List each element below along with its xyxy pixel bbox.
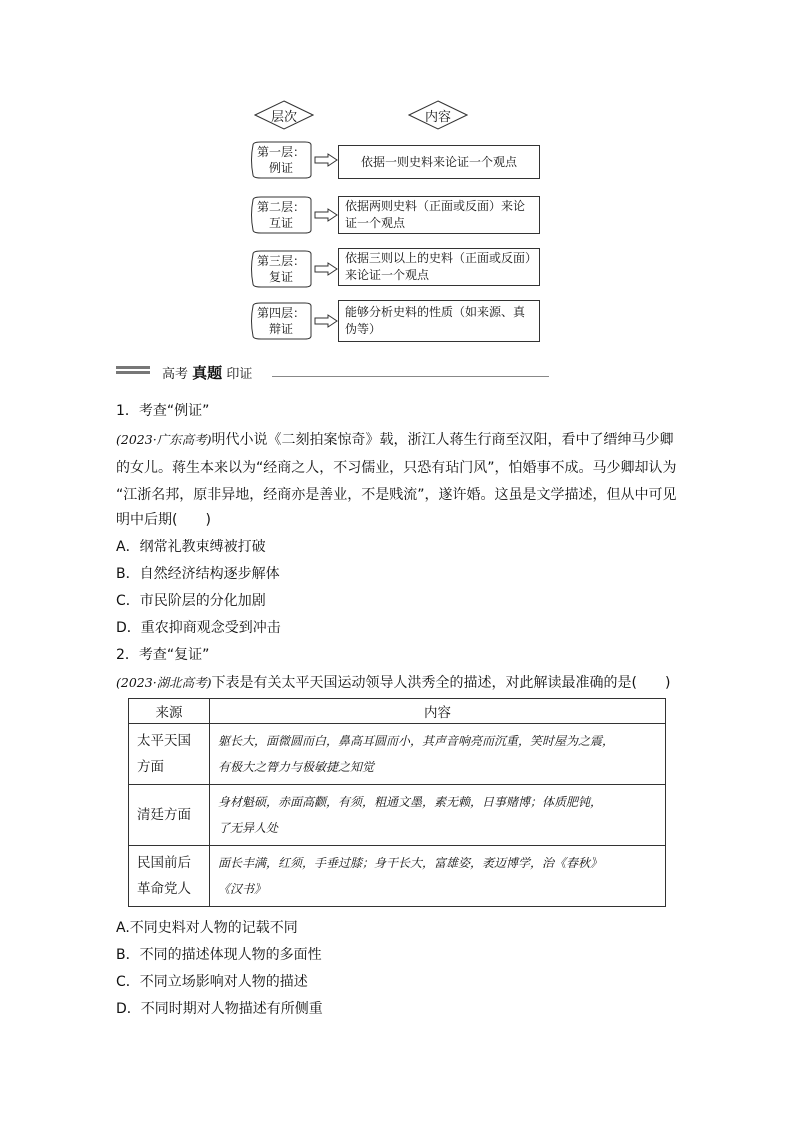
q1-stem-line3: “江浙名邦，原非异地，经商亦是善业，不是贱流”，遂许婚。这虽是文学描述，但从中可见 bbox=[116, 487, 677, 503]
row3-source-line1: 民国前后 bbox=[137, 855, 191, 871]
level-3-line2: 复证 bbox=[268, 270, 293, 284]
level-row-2 bbox=[249, 196, 315, 234]
q2-option-d[interactable]: D．不同时期对人物描述有所侧重 bbox=[116, 1001, 323, 1017]
arrow-right-icon bbox=[314, 262, 338, 276]
row3-source-line2: 革命党人 bbox=[137, 881, 191, 897]
q1-title: 1．考查“例证” bbox=[116, 403, 210, 419]
section-heading bbox=[116, 362, 436, 380]
row1-content-line1: 躯长大，面微圆而白，鼻高耳圆而小，其声音响亮而沉重，笑时屋为之震， bbox=[218, 734, 615, 748]
table-row bbox=[129, 785, 666, 846]
table-source-cell bbox=[129, 724, 210, 785]
heading-bars-icon bbox=[116, 366, 150, 376]
q2-stem bbox=[116, 673, 670, 693]
level-2-line2: 互证 bbox=[268, 216, 293, 230]
row1-source-line2: 方面 bbox=[137, 759, 164, 775]
table-row bbox=[129, 846, 666, 907]
content-box-3 bbox=[338, 248, 540, 286]
q1-stem-line1 bbox=[116, 430, 674, 450]
level-row-4 bbox=[249, 302, 315, 340]
q2-title: 2．考查“复证” bbox=[116, 647, 210, 663]
header-content-label: 内容 bbox=[424, 110, 451, 125]
q2-option-b[interactable]: B．不同的描述体现人物的多面性 bbox=[116, 947, 322, 963]
table-header-source: 来源 bbox=[129, 699, 210, 724]
table-content-cell bbox=[210, 785, 666, 846]
arrow-right-icon bbox=[314, 153, 338, 167]
arrow-right-icon bbox=[314, 314, 338, 328]
header-content-diamond bbox=[408, 100, 468, 130]
q1-option-c[interactable]: C．市民阶层的分化加剧 bbox=[116, 593, 266, 609]
content-3-text: 依据三则以上的史料（正面或反面）来论证一个观点 bbox=[345, 251, 532, 282]
content-box-1 bbox=[338, 145, 540, 179]
level-4-line1: 第四层： bbox=[256, 306, 305, 320]
row1-content-line2: 有极大之膂力与极敏捷之知觉 bbox=[218, 760, 375, 774]
q2-stem-text: 下表是有关太平天国运动领导人洪秀全的描述，对此解读最准确的是( ) bbox=[211, 675, 671, 691]
content-4-text: 能够分析史料的性质（如来源、真伪等） bbox=[345, 305, 526, 336]
q1-stem-line4: 明中后期( ) bbox=[116, 512, 211, 528]
row2-content-line1: 身材魁硕，赤面高颧，有须，粗通文墨，素无赖，日事赌博；体质肥钝， bbox=[218, 795, 603, 809]
q1-line1-text: 明代小说《二刻拍案惊奇》载，浙江人蒋生行商至汉阳，看中了缙绅马少卿 bbox=[211, 432, 674, 448]
header-level-label: 层次 bbox=[270, 110, 297, 125]
content-2-text: 依据两则史料（正面或反面）来论证一个观点 bbox=[345, 199, 526, 230]
level-row-1 bbox=[249, 141, 315, 179]
table-source-cell bbox=[129, 846, 210, 907]
content-box-2 bbox=[338, 196, 540, 234]
q1-stem-line2: 的女儿。蒋生本来以为“经商之人，不习儒业，只恐有玷门风”，怕婚事不成。马少卿却认为 bbox=[116, 460, 677, 476]
table-content-cell bbox=[210, 846, 666, 907]
q1-option-a[interactable]: A．纲常礼教束缚被打破 bbox=[116, 539, 266, 555]
table-source-cell bbox=[129, 785, 210, 846]
q1-option-b[interactable]: B．自然经济结构逐步解体 bbox=[116, 566, 280, 582]
level-2-line1: 第二层： bbox=[256, 200, 305, 214]
row3-content-line2: 《汉书》 bbox=[218, 882, 267, 896]
q2-option-c[interactable]: C．不同立场影响对人物的描述 bbox=[116, 974, 308, 990]
table-row bbox=[129, 724, 666, 785]
row1-source-line1: 太平天国 bbox=[137, 733, 191, 749]
q1-option-d[interactable]: D．重农抑商观念受到冲击 bbox=[116, 620, 281, 636]
row2-content-line2: 了无异人处 bbox=[218, 821, 279, 835]
q2-option-a[interactable]: A.不同史料对人物的记载不同 bbox=[116, 920, 298, 936]
q1-source: (2023·广东高考) bbox=[116, 432, 212, 447]
q2-source: (2023·湖北高考) bbox=[116, 675, 212, 690]
table-header-content: 内容 bbox=[210, 699, 666, 724]
table-header-row bbox=[129, 699, 666, 724]
section-heading-text bbox=[162, 362, 252, 383]
content-1-text: 依据一则史料来论证一个观点 bbox=[360, 154, 517, 169]
row3-content-line1: 面长丰满，红须，手垂过膝；身干长大，富雄姿，袤迈博学，治《春秋》 bbox=[218, 856, 603, 870]
source-table bbox=[128, 698, 666, 907]
content-box-4 bbox=[338, 300, 540, 342]
level-row-3 bbox=[249, 250, 315, 288]
row2-source-line1: 清廷方面 bbox=[137, 807, 191, 823]
section-prefix: 高考 bbox=[162, 367, 189, 382]
arrow-right-icon bbox=[314, 208, 338, 222]
table-content-cell bbox=[210, 724, 666, 785]
section-bold: 真题 bbox=[192, 364, 223, 382]
header-level-diamond bbox=[254, 100, 314, 130]
level-4-line2: 辩证 bbox=[268, 322, 293, 336]
level-3-line1: 第三层： bbox=[256, 254, 305, 268]
section-suffix: 印证 bbox=[226, 367, 253, 382]
level-1-line2: 例证 bbox=[268, 161, 293, 175]
heading-divider bbox=[272, 376, 549, 377]
level-1-line1: 第一层： bbox=[256, 145, 305, 159]
